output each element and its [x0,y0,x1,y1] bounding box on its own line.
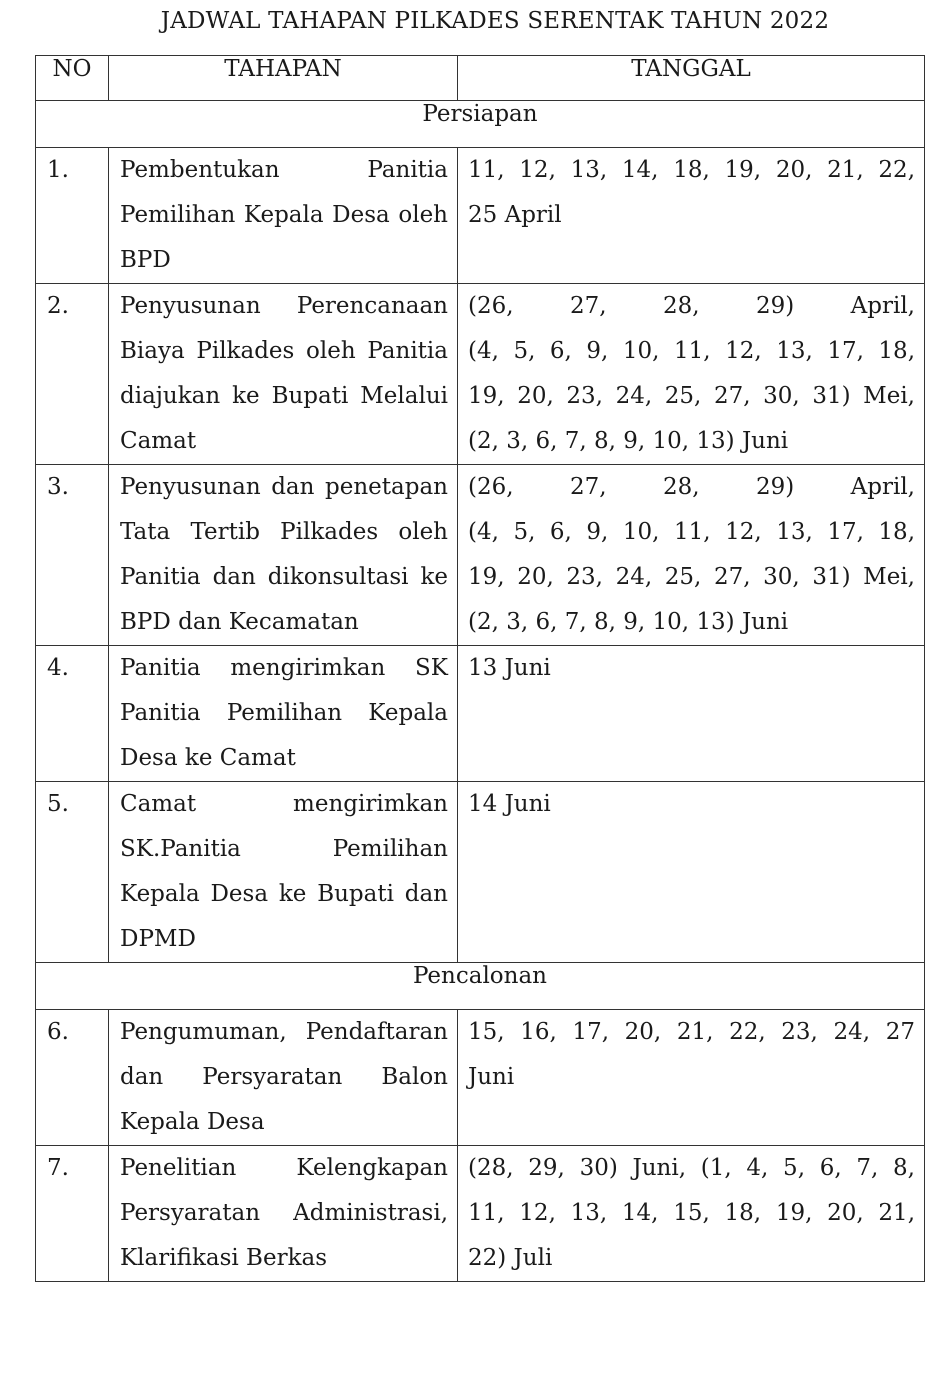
row-number-text: 4. [47,655,69,681]
tanggal-line: (2, 3, 6, 7, 8, 9, 10, 13) Juni [468,428,789,454]
document-title: JADWAL TAHAPAN PILKADES SERENTAK TAHUN 2022 [160,8,830,34]
tanggal-line: (2, 3, 6, 7, 8, 9, 10, 13) Juni [468,609,789,635]
tahapan-text: Pembentukan Panitia Pemilihan Kepala Desa oleh BPD [120,157,448,273]
section-row [36,101,925,148]
tahapan-text: Camat mengirimkan SK.Panitia Pemilihan Kepala Desa ke Bupati dan DPMD [120,791,448,952]
row-number-text: 1. [47,157,69,183]
tanggal-line: (26, 27, 28, 29) April, [468,293,915,319]
row-number-text: 2. [47,293,69,319]
row-tanggal [458,1010,925,1146]
tanggal-line: 15, 16, 17, 20, 21, 22, 23, 24, 27 [468,1019,915,1045]
row-number [36,782,109,963]
tanggal-line: 25 April [468,202,562,228]
section-heading: Persiapan [36,101,925,148]
header-tanggal: TANGGAL [458,56,925,101]
table-row [36,148,925,284]
table-body [36,101,925,1282]
tahapan-text: Penyusunan dan penetapan Tata Tertib Pilkades oleh Panitia dan dikonsultasi ke BPD dan Kecamatan [120,474,448,635]
header-no: NO [36,56,109,101]
table-row [36,646,925,782]
row-tahapan [109,284,458,465]
tanggal-line: 11, 12, 13, 14, 18, 19, 20, 21, 22, [468,157,915,183]
row-number-text: 7. [47,1155,69,1181]
schedule-table [35,55,925,1282]
table-header-row [36,56,925,101]
row-tahapan [109,1146,458,1282]
row-tanggal [458,148,925,284]
row-tanggal [458,646,925,782]
tahapan-text: Panitia mengirimkan SK Panitia Pemilihan Kepala Desa ke Camat [120,655,448,771]
header-tahapan: TAHAPAN [109,56,458,101]
tanggal-line: (28, 29, 30) Juni, (1, 4, 5, 6, 7, 8, [468,1155,915,1181]
row-number [36,1010,109,1146]
row-tanggal [458,465,925,646]
row-tanggal [458,1146,925,1282]
tanggal-line: 19, 20, 23, 24, 25, 27, 30, 31) Mei, [468,383,915,409]
row-number-text: 6. [47,1019,69,1045]
row-number-text: 3. [47,474,69,500]
table-row [36,284,925,465]
section-heading: Pencalonan [36,963,925,1010]
row-tahapan [109,465,458,646]
tanggal-line: 22) Juli [468,1245,553,1271]
tanggal-line: 13 Juni [468,655,551,681]
row-tahapan [109,782,458,963]
tahapan-text: Penelitian Kelengkapan Persyaratan Administrasi, Klarifikasi Berkas [120,1155,448,1271]
section-row [36,963,925,1010]
tahapan-text: Penyusunan Perencanaan Biaya Pilkades oleh Panitia diajukan ke Bupati Melalui Camat [120,293,448,454]
row-number-text: 5. [47,791,69,817]
row-number [36,646,109,782]
row-number [36,465,109,646]
table-row [36,465,925,646]
tahapan-text: Pengumuman, Pendaftaran dan Persyaratan Balon Kepala Desa [120,1019,448,1135]
table-row [36,782,925,963]
table-row [36,1146,925,1282]
row-tanggal [458,782,925,963]
tanggal-line: (26, 27, 28, 29) April, [468,474,915,500]
tanggal-line: 19, 20, 23, 24, 25, 27, 30, 31) Mei, [468,564,915,590]
tanggal-line: (4, 5, 6, 9, 10, 11, 12, 13, 17, 18, [468,519,915,545]
row-number [36,284,109,465]
tanggal-line: Juni [468,1064,515,1090]
tanggal-line: 11, 12, 13, 14, 15, 18, 19, 20, 21, [468,1200,915,1226]
tanggal-line: (4, 5, 6, 9, 10, 11, 12, 13, 17, 18, [468,338,915,364]
row-tahapan [109,1010,458,1146]
table-row [36,1010,925,1146]
row-tanggal [458,284,925,465]
row-number [36,148,109,284]
row-tahapan [109,646,458,782]
row-number [36,1146,109,1282]
tanggal-line: 14 Juni [468,791,551,817]
row-tahapan [109,148,458,284]
